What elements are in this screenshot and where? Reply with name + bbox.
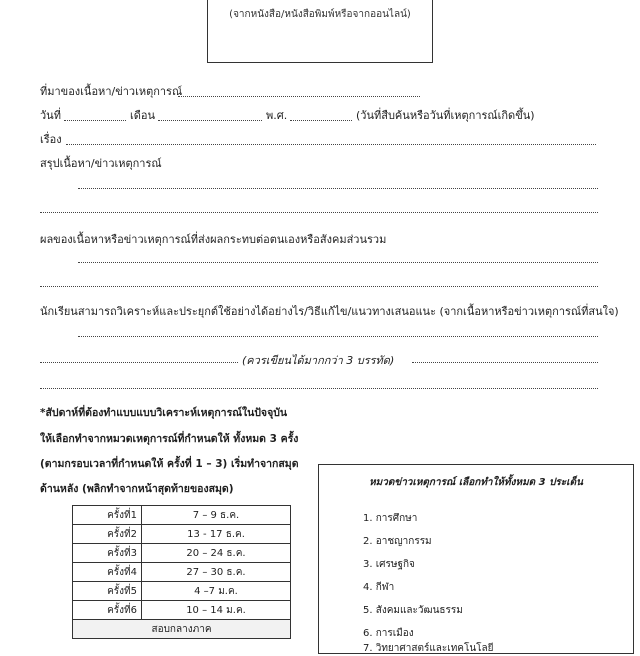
instruction-line: *สัปดาห์ที่ต้องทำแบบแบบวิเคราะห์เหตุการณ์ในปัจจุบัน [40,407,288,419]
round-label: ครั้งที่5 [73,582,142,601]
source-row [40,82,182,100]
category-item: 6. การเมือง [363,628,414,639]
header-caption: (จากหนังสือ/หนังสือพิมพ์หรือจากออนไลน์) [229,9,411,20]
year-fill-line [290,120,352,121]
date-label: วันที่ [40,109,61,122]
category-box [318,464,634,654]
category-item: 5. สังคมและวัฒนธรรม [363,605,463,616]
round-label: ครั้งที่1 [73,506,142,525]
analysis-fill-line [78,336,598,337]
category-item: 1. การศึกษา [363,513,418,524]
analysis-fill-line [40,388,598,389]
round-label: ครั้งที่4 [73,563,142,582]
round-dates: 20 – 24 ธ.ค. [142,544,291,563]
source-label: ที่มาของเนื้อหา/ข่าวเหตุการณ์ [40,85,183,98]
summary-label: สรุปเนื้อหา/ข่าวเหตุการณ์ [40,157,162,170]
table-row [73,582,291,601]
analysis-fill-line [412,362,598,363]
round-dates: 10 – 14 ม.ค. [142,601,291,620]
min-lines-note: (ควรเขียนได้มากกว่า 3 บรรทัด) [242,354,395,367]
impact-label: ผลของเนื้อหาหรือข่าวเหตุการณ์ที่ส่งผลกระทบต่อตนเองหรือสังคมส่วนรวม [40,233,387,246]
round-dates: 13 - 17 ธ.ค. [142,525,291,544]
category-item: 7. วิทยาศาสตร์และเทคโนโลยี [363,643,494,654]
instruction-line: ด้านหลัง (พลิกทำจากหน้าสุดท้ายของสมุด) [40,483,234,495]
impact-fill-line [40,286,598,287]
table-row [73,563,291,582]
table-row [73,620,291,639]
topic-fill-line [66,144,596,145]
analysis-fill-line [40,362,238,363]
schedule-table [72,505,291,639]
table-row [73,601,291,620]
round-dates: 4 –7 ม.ค. [142,582,291,601]
round-dates: 27 – 30 ธ.ค. [142,563,291,582]
header-frame [207,0,433,63]
source-fill-line [178,96,420,97]
impact-fill-line [78,262,598,263]
month-label: เดือน [130,109,156,122]
analysis-label: นักเรียนสามารถวิเคราะห์และประยุกต์ใช้อย่างได้อย่างไร/วิธีแก้ไข/แนวทางเสนอแนะ (จากเนื้อหาหรือข่าวเหตุการณ์ที่สนใจ) [40,305,619,318]
category-title: หมวดข่าวเหตุการณ์ เลือกทำให้ทั้งหมด 3 ประเด็น [369,477,583,488]
month-fill-line [158,120,262,121]
instruction-line: ให้เลือกทำจากหมวดเหตุการณ์ที่กำหนดให้ ทั้งหมด 3 ครั้ง [40,433,299,445]
round-dates: 7 – 9 ธ.ค. [142,506,291,525]
category-item: 4. กีฬา [363,582,395,593]
date-note: (วันที่สืบค้นหรือวันที่เหตุการณ์เกิดขึ้น) [356,109,535,122]
category-item: 3. เศรษฐกิจ [363,559,415,570]
round-label: ครั้งที่6 [73,601,142,620]
round-label: ครั้งที่3 [73,544,142,563]
summary-fill-line [40,212,598,213]
date-fill-line [64,120,126,121]
table-row [73,544,291,563]
year-label: พ.ศ. [266,109,288,122]
round-label: ครั้งที่2 [73,525,142,544]
instruction-line: (ตามกรอบเวลาที่กำหนดให้ ครั้งที่ 1 – 3) เริ่มทำจากสมุด [40,458,299,470]
category-item: 2. อาชญากรรม [363,536,432,547]
table-row [73,525,291,544]
topic-label: เรื่อง [40,133,62,146]
summary-fill-line [78,188,598,189]
table-row [73,506,291,525]
midterm-row: สอบกลางภาค [73,620,291,639]
